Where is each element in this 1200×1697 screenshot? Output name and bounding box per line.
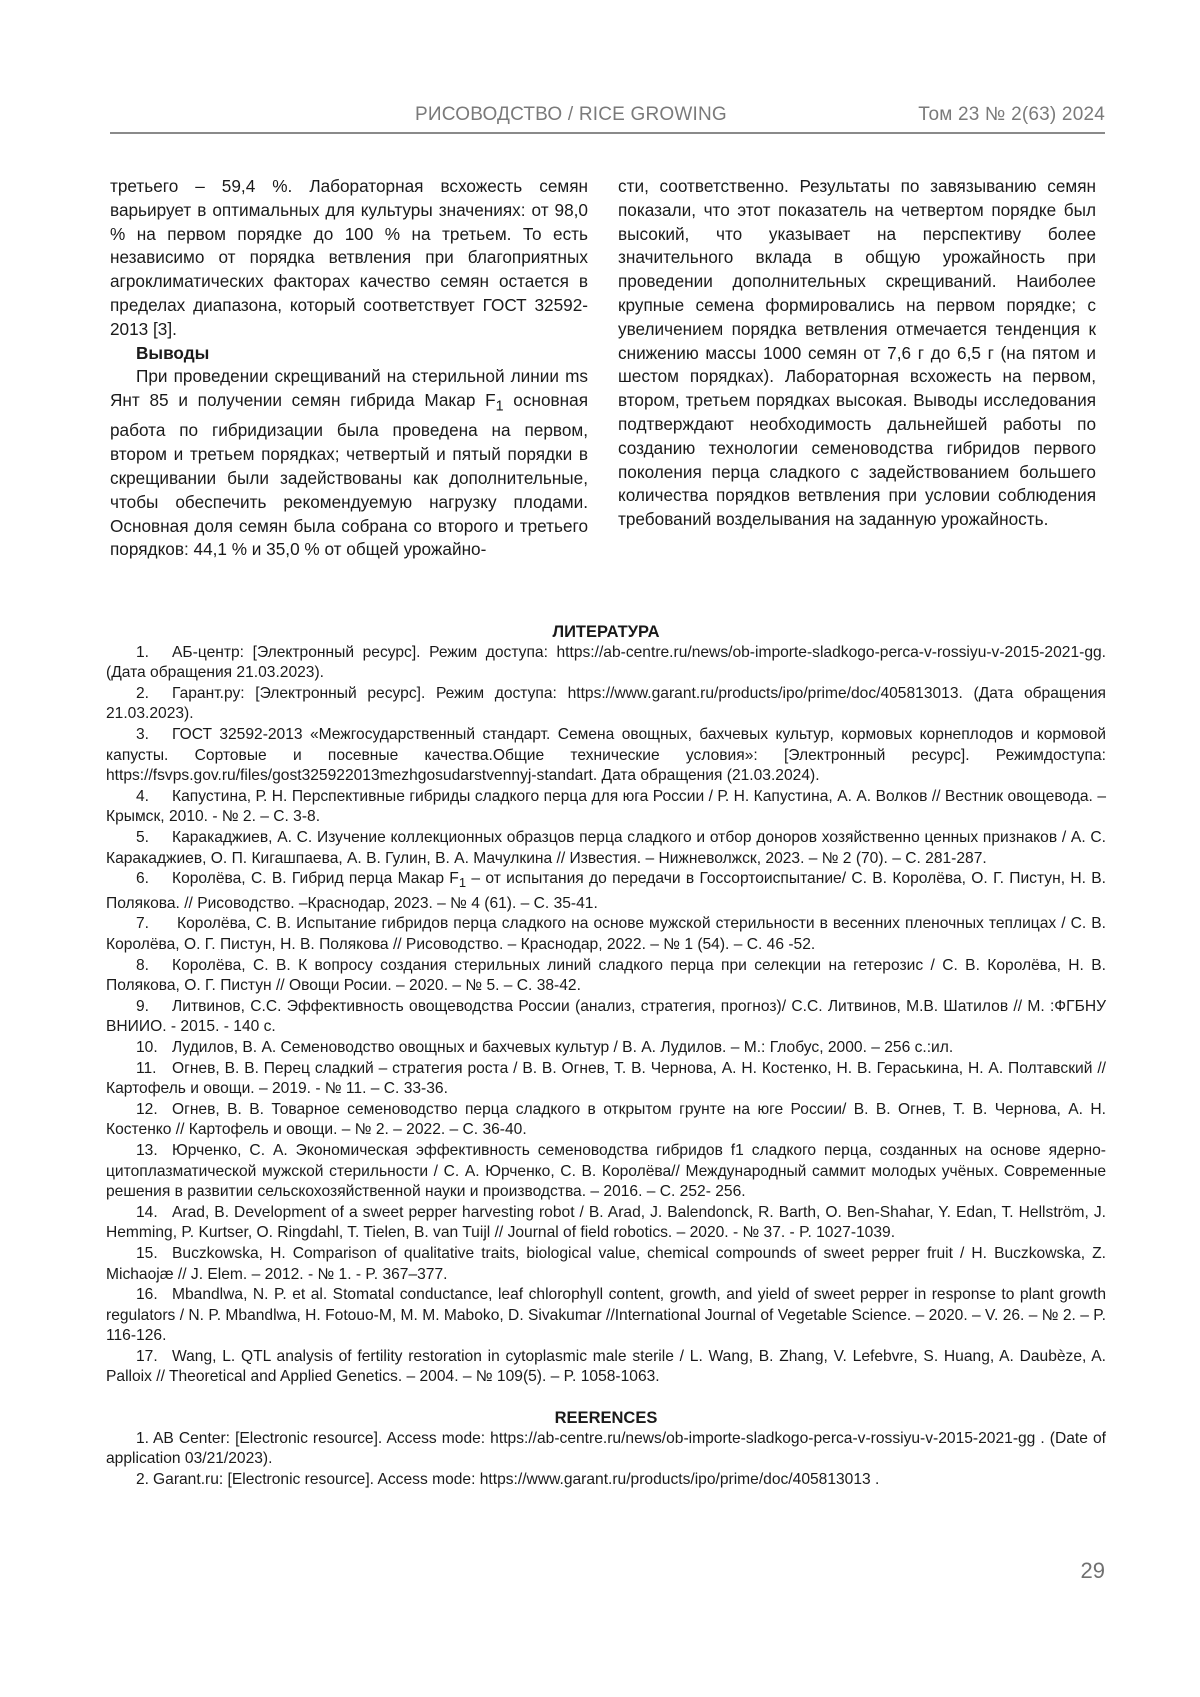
references-list-en: [106, 1429, 1106, 1491]
reference-text: Buczkowska, H. Comparison of qualitative traits, biological value, chemical compounds of sweet pepper fruit / H. Buczkowska, Z. Michaojæ // J. Elem. – 2012. - № 1. - P. 367–377.: [106, 1244, 1106, 1283]
reference-text: AB Center: [Electronic resource]. Access mode: https://ab-centre.ru/news/ob-importe-sladkogo-perca-v-rossiyu-v-2015-2021-gg . (Date of application 03/21/2023).: [106, 1429, 1106, 1468]
reference-text: Огнев, В. В. Товарное семеноводство перца сладкого в открытом грунте на юге России/ В. В. Огнев, Т. В. Чернова, А. Н. Костенко // Картофель и овощи. – № 2. – 2022. – С. 36-40.: [106, 1100, 1106, 1139]
reference-item: [106, 1038, 1106, 1059]
reference-number: 11.: [136, 1059, 157, 1077]
paragraph: сти, соответственно. Результаты по завязыванию семян показали, что этот показатель на четвертом порядке был высокий, что указывает на перспективу более значительного вклада в общую урожайность при проведении дополнительных скрещиваний. Наиболее крупные семена формировались на первом порядке; с увеличением порядка ветвления отмечается тенденция к снижению массы 1000 семян от 7,6 г до 6,5 г (на пятом и шестом порядках). Лабораторная всхожесть на первом, втором, третьем порядках высокая. Выводы исследования подтверждают необходимость дальнейшей работы по созданию технологии семеноводства гибридов первого поколения перца сладкого с задействованием большего количества порядков ветвления при условии соблюдения требований возделывания на заданную урожайность.: [618, 176, 1096, 530]
reference-text: Гарант.ру: [Электронный ресурс]. Режим доступа: https://www.garant.ru/products/ipo/prime/doc/405813013. (Дата обращения 21.03.2023).: [106, 684, 1106, 723]
reference-text: Mbandlwa, N. P. et al. Stomatal conductance, leaf chlorophyll content, growth, and yield of sweet pepper in response to plant growth regulators / N. P. Mbandlwa, H. Fotouo-M, M. M. Maboko, D. Sivakumar //International Journal of Vegetable Science. – 2020. – V. 26. – № 2. – P. 116-126.: [106, 1286, 1106, 1345]
reference-item: [106, 869, 1106, 914]
reference-item: [106, 1203, 1106, 1244]
references-list-ru: [106, 643, 1106, 1388]
right-column: [618, 175, 1096, 532]
reference-number: 12.: [136, 1100, 158, 1118]
section-heading: Выводы: [136, 342, 210, 363]
reference-item: [106, 1244, 1106, 1285]
reference-text: Огнев, В. В. Перец сладкий – стратегия роста / В. В. Огнев, Т. В. Чернова, А. Н. Костенко, Н. В. Гераськина, Н. А. Полтавский // Картофель и овощи. – 2019. - № 11. – С. 33-36.: [106, 1059, 1106, 1098]
reference-number: 5.: [136, 828, 150, 846]
reference-number: 14.: [136, 1203, 158, 1221]
reference-number: 4.: [136, 787, 150, 805]
reference-text: Королёва, С. В. Гибрид перца Макар F: [172, 870, 459, 888]
reference-item: [106, 1429, 1106, 1470]
reference-item: [106, 914, 1106, 955]
reference-item: [106, 1285, 1106, 1347]
reference-item: [106, 1347, 1106, 1388]
reference-text: Лудилов, В. А. Семеноводство овощных и бахчевых культур / В. А. Лудилов. – М.: Глобус, 2000. – 256 с.:ил.: [172, 1038, 954, 1056]
reference-number: 10.: [136, 1038, 158, 1056]
reference-number: 9.: [136, 997, 150, 1015]
paragraph: При проведении скрещиваний на стерильной линии ms Янт 85 и получении семян гибрида Макар $F_1$ основная работа по гибридизации была проведена на первом, втором и третьем порядках; четвертый и пятый порядки в скрещивании были задействованы как дополнительные, чтобы обеспечить рекомендуемую нагрузку плодами. Основная доля семян была собрана со второго и третьего порядков: 44,1 % и 35,0 % от общей урожайно-: [110, 366, 588, 560]
subscript: 1: [458, 875, 467, 891]
reference-number: 7.: [136, 915, 150, 933]
reference-number: 17.: [136, 1347, 158, 1365]
reference-text: Капустина, Р. Н. Перспективные гибриды сладкого перца для юга России / Р. Н. Капустина, А. А. Волков // Вестник овощевода. – Крымск, 2010. - № 2. – С. 3-8.: [106, 787, 1106, 826]
running-header: [110, 104, 1105, 130]
reference-item: [106, 828, 1106, 869]
reference-item: [106, 1141, 1106, 1203]
reference-text: Королёва, С. В. К вопросу создания стерильных линий сладкого перца при селекции на гетерозис / С. В. Королёва, Н. В. Полякова, О. Г. Пистун // Овощи Росии. – 2020. – № 5. – С. 38-42.: [106, 956, 1106, 995]
reference-text: Королёва, С. В. Испытание гибридов перца сладкого на основе мужской стерильности в весенних пленочных теплицах / С. В. Королёва, О. Г. Пистун, Н. В. Полякова // Рисоводство. – Краснодар, 2022. – № 1 (54). – С. 46 -52.: [106, 915, 1106, 954]
reference-text: Юрченко, С. А. Экономическая эффективность семеноводства гибридов f1 сладкого перца, созданных на основе ядерно-цитоплазматической мужской стерильности / С. А. Юрченко, С. В. Королёва// Международный саммит молодых учёных. Современные решения в развитии сельскохозяйственной науки и производства. – 2016. – С. 252- 256.: [106, 1141, 1106, 1201]
reference-item: [106, 1059, 1106, 1100]
reference-item: [106, 787, 1106, 828]
reference-text: АБ-центр: [Электронный ресурс]. Режим доступа: https://ab-centre.ru/news/ob-importe-sladkogo-perca-v-rossiyu-v-2015-2021-gg. (Дата обращения 21.03.2023).: [106, 643, 1106, 682]
reference-text: – от испытания до передачи в Госсортоиспытание/ С. В. Королёва, О. Г. Пистун, Н. В. Полякова. // Рисоводство. –Краснодар, 2023. – № 4 (61). – С. 35-41.: [106, 870, 1106, 912]
reference-number: 13.: [136, 1141, 158, 1159]
reference-item: [106, 725, 1106, 787]
reference-number: 3.: [136, 725, 150, 743]
reference-number: 16.: [136, 1286, 158, 1304]
left-column: [110, 175, 588, 562]
reference-text: ГОСТ 32592-2013 «Межгосударственный стандарт. Семена овощных, бахчевых культур, кормовых корнеплодов и кормовой капусты. Сортовые и посевные качества.Общие технические условия»: [Электронный ресурс]. Режимдоступа: https://fsvps.gov.ru/files/gost325922013mezhgosudarstvennyj-standart. Дата обращения (21.03.2024).: [106, 725, 1106, 785]
references-title-en: REERENCES: [554, 1409, 658, 1428]
body-columns: [110, 175, 1105, 595]
reference-number: 2.: [136, 1470, 150, 1488]
reference-item: [106, 956, 1106, 997]
reference-item: [106, 1470, 1106, 1491]
references-title-ru: ЛИТЕРАТУРА: [552, 623, 660, 641]
header-rule: [110, 132, 1105, 134]
subscript: 1: [495, 398, 504, 415]
reference-text: Garant.ru: [Electronic resource]. Access mode: https://www.garant.ru/products/ipo/prime/doc/405813013 .: [153, 1470, 880, 1488]
reference-number: 1.: [136, 1429, 150, 1447]
reference-item: [106, 684, 1106, 725]
reference-number: 2.: [136, 684, 150, 702]
references-section: [106, 622, 1106, 1490]
reference-text: Литвинов, С.С. Эффективность овощеводства России (анализ, стратегия, прогноз)/ С.С. Литвинов, М.В. Шатилов // М. :ФГБНУ ВНИИО. - 2015. - 140 с.: [106, 997, 1106, 1036]
reference-item: [106, 997, 1106, 1038]
reference-item: [106, 643, 1106, 684]
journal-title: РИСОВОДСТВО / RICE GROWING: [415, 104, 727, 125]
reference-number: 8.: [136, 956, 150, 974]
reference-number: 6.: [136, 870, 150, 888]
paragraph: третьего – 59,4 %. Лабораторная всхожесть семян варьирует в оптимальных для культуры значениях: от 98,0 % на первом порядке до 100 % на третьем. То есть независимо от порядка ветвления при благоприятных агроклиматических факторах качество семян остается в пределах диапазона, который соответствует ГОСТ 32592-2013 [3].: [110, 176, 588, 339]
page-number: 29: [1080, 1558, 1105, 1583]
issue-info: Том 23 № 2(63) 2024: [918, 104, 1105, 125]
reference-text: Wang, L. QTL analysis of fertility restoration in cytoplasmic male sterile / L. Wang, B. Zhang, V. Lefebvre, S. Huang, A. Daubèze, A. Palloix // Theoretical and Applied Genetics. – 2004. – № 109(5). – P. 1058-1063.: [106, 1347, 1106, 1386]
reference-text: Arad, B. Development of a sweet pepper harvesting robot / B. Arad, J. Balendonck, R. Barth, O. Ben-Shahar, Y. Edan, T. Hellström, J. Hemming, P. Kurtser, O. Ringdahl, T. Tielen, B. van Tuijl // Journal of field robotics. – 2020. - № 37. - P. 1027-1039.: [106, 1203, 1106, 1242]
reference-number: 15.: [136, 1244, 158, 1262]
reference-number: 1.: [136, 643, 150, 661]
reference-item: [106, 1100, 1106, 1141]
reference-text: Каракаджиев, А. С. Изучение коллекционных образцов перца сладкого и отбор доноров хозяйственно ценных признаков / А. С. Каракаджиев, О. П. Кигашпаева, А. В. Гулин, В. А. Мачулкина // Известия. – Нижневолжск, 2023. – № 2 (70). – С. 281-287.: [106, 828, 1106, 867]
